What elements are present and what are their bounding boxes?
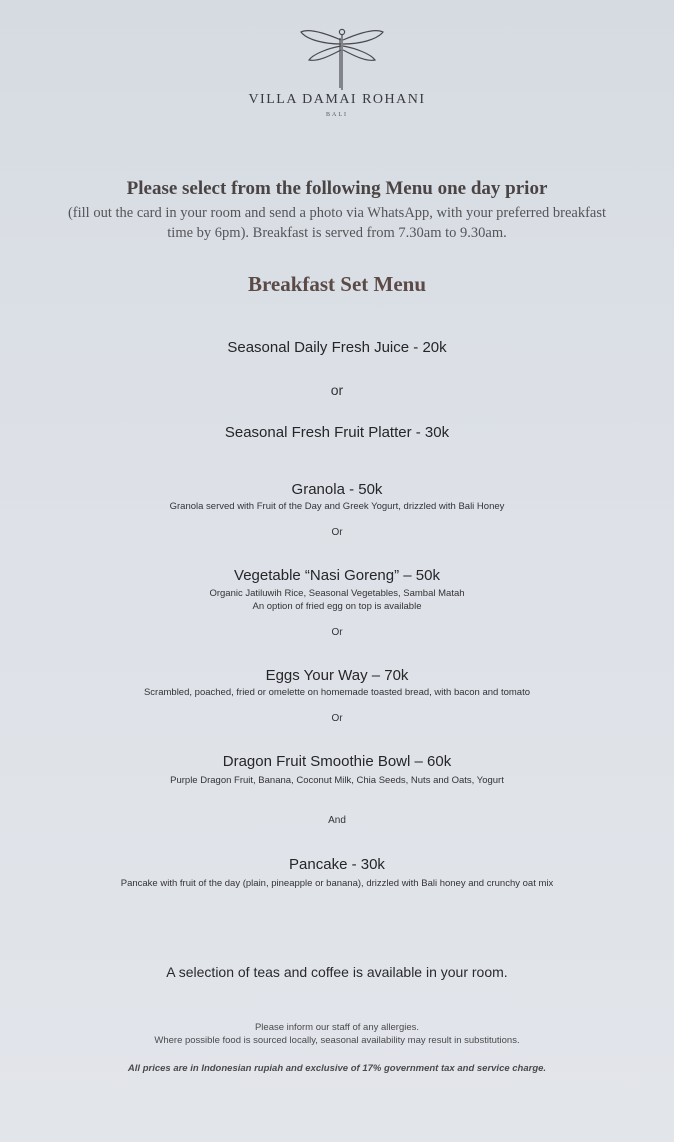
sourcing-note: Where possible food is sourced locally, seasonal availability may result in substitutions. [154,1035,520,1046]
menu-item-nasi-goreng: Vegetable “Nasi Goreng” – 50k [234,567,440,584]
menu-item-eggs: Eggs Your Way – 70k [265,667,409,684]
separator-or: Or [331,713,343,724]
menu-item-pancake: Pancake - 30k [289,856,385,873]
separator-or: Or [331,627,343,638]
tea-coffee-note: A selection of teas and coffee is available in your room. [166,964,508,980]
menu-item-smoothie-bowl-desc: Purple Dragon Fruit, Banana, Coconut Milk, Chia Seeds, Nuts and Oats, Yogurt [170,775,504,786]
menu-item-granola-desc: Granola served with Fruit of the Day and Greek Yogurt, drizzled with Bali Honey [169,501,505,512]
brand-name: VILLA DAMAI ROHANI [248,92,426,107]
separator-or: Or [331,527,343,538]
separator-and: And [328,815,346,826]
menu-item-nasi-goreng-note: An option of fried egg on top is available [252,601,422,612]
intro-line-2: time by 6pm). Breakfast is served from 7.30am to 9.30am. [167,225,507,241]
menu-item-juice: Seasonal Daily Fresh Juice - 20k [227,339,447,356]
menu-item-granola: Granola - 50k [291,481,383,498]
menu-item-eggs-desc: Scrambled, poached, fried or omelette on homemade toasted bread, with bacon and tomato [143,687,531,698]
intro-line-1: (fill out the card in your room and send a photo via WhatsApp, with your preferred breakfast [67,205,607,221]
menu-item-nasi-goreng-desc: Organic Jatiluwih Rice, Seasonal Vegetables, Sambal Matah [209,588,465,599]
separator-or: or [330,382,344,398]
allergy-note: Please inform our staff of any allergies. [254,1022,420,1033]
menu-item-fruit-platter: Seasonal Fresh Fruit Platter - 30k [224,424,450,441]
menu-item-smoothie-bowl: Dragon Fruit Smoothie Bowl – 60k [222,753,452,770]
prices-note: All prices are in Indonesian rupiah and exclusive of 17% government tax and service charge. [127,1063,547,1074]
dragonfly-icon [297,24,387,94]
brand-location: BALI [326,112,348,118]
menu-title: Breakfast Set Menu [247,272,427,296]
intro-heading: Please select from the following Menu one day prior [126,178,548,199]
menu-item-pancake-desc: Pancake with fruit of the day (plain, pineapple or banana), drizzled with Bali honey and crunchy oat mix [120,878,554,889]
